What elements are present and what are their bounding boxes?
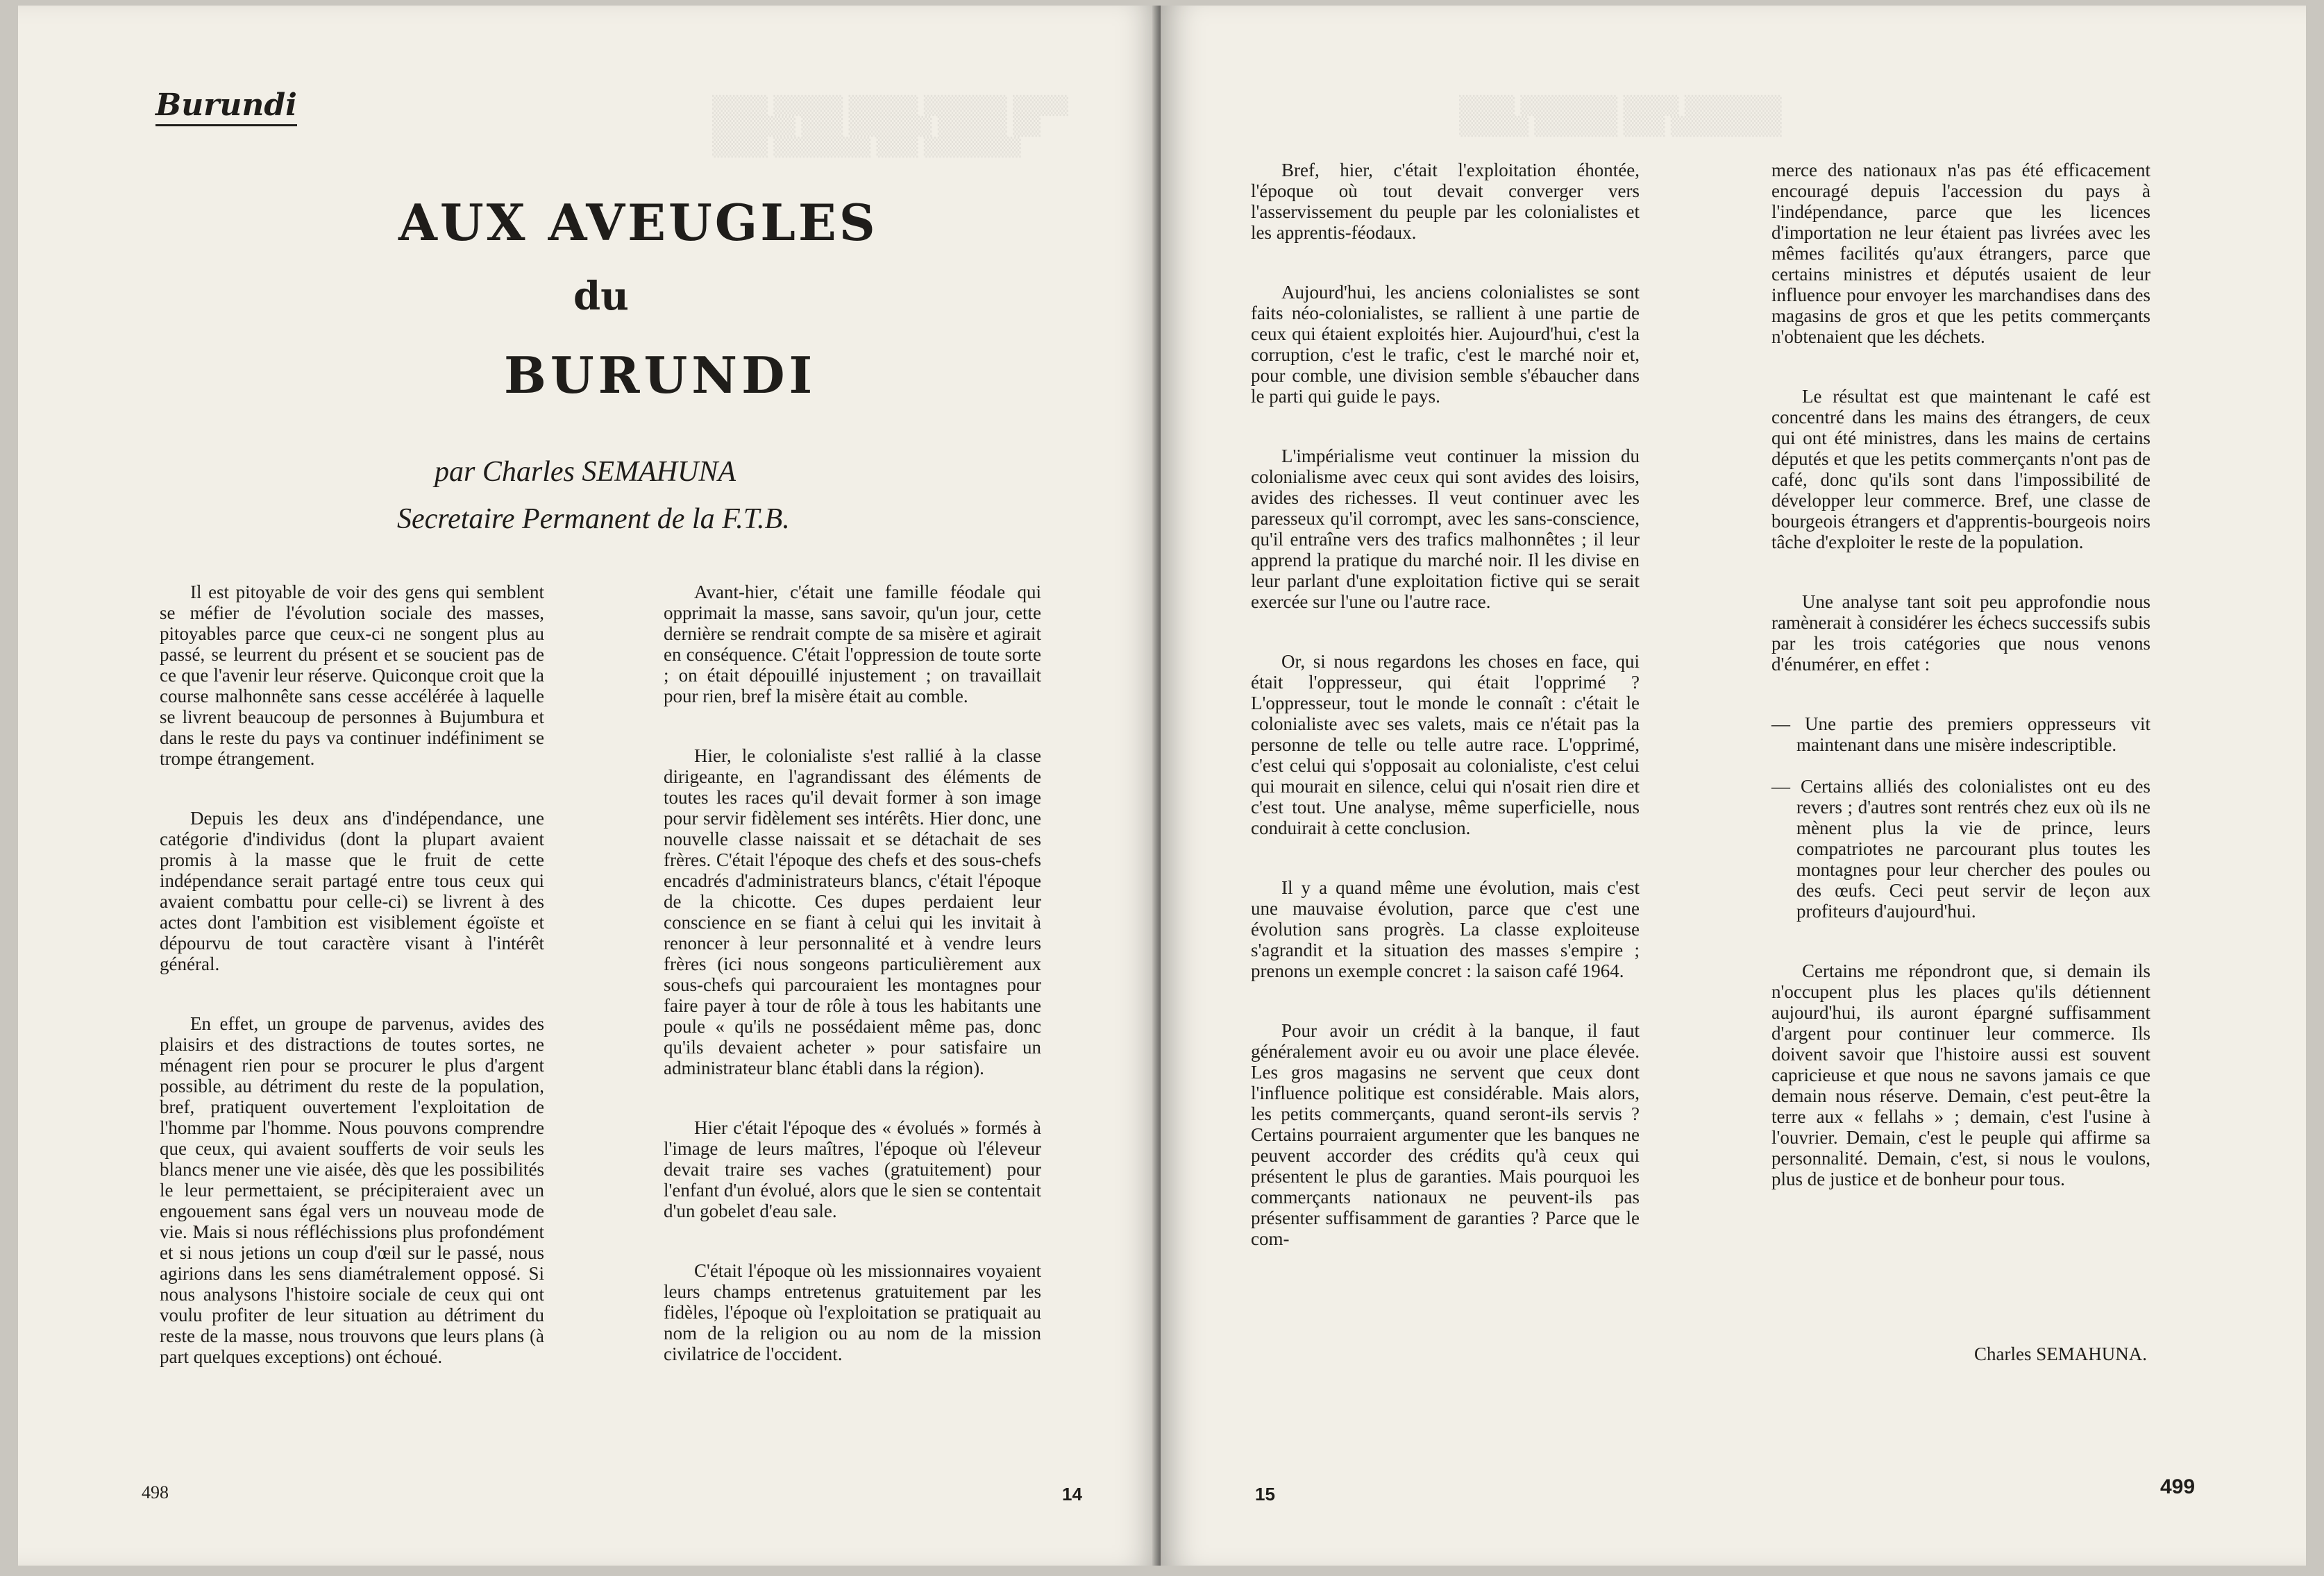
paragraph: En effet, un groupe de parvenus, avides des plaisirs et des distractions de toutes sortes, ne ménagent rien pour se procurer le plus d'argent possible, au détriment du reste de la population, bref, pratiquent ouvertement l'exploitation de l'homme par l'homme. Nous pouvons comprendre que ceux, qui avaient soufferts de voir seuls les blancs mener une vie aisée, dès que les possibilités le leur permettaient, se précipiteraient avec un engouement sans égal vers un nouveau mode de vie. Mais si nous réfléchissions plus profondément et si nous jetions un coup d'œil sur le passé, nous agirions dans les sens diamétralement opposé. Si nous analysons l'histoire sociale de ceux qui ont voulu profiter de leur situation au détriment du reste de la masse, nous trouvons que leurs plans (à part quelques exceptions) ont échoué. bbox=[160, 1013, 544, 1367]
paragraph: merce des nationaux n'as pas été efficacement encouragé depuis l'accession du pays à l'indépendance, parce que les licences d'importation ne leur étaient pas livrées avec les mêmes facilités qu'aux étrangers, parce que certains ministres et députés usaient de leur influence pour envoyer les marchandises dans des magasins de gros et que les petits commerçants n'obtenaient que les déchets. bbox=[1771, 160, 2150, 347]
page-number-498: 498 bbox=[142, 1482, 169, 1502]
list-item: — Une partie des premiers oppresseurs vit maintenant dans une misère indescriptible. bbox=[1771, 713, 2150, 755]
column-1 bbox=[160, 582, 544, 1406]
paragraph: Certains me répondront que, si demain ils n'occupent plus les places qu'ils détiennent aujourd'hui, ils auront épargné suffisamment d'argent pour continuer leur commerce. Ils doivent savoir que l'histoire aussi est souvent capricieuse et que nous ne savons jamais ce que demain nous réserve. Demain, c'est peut-être la terre aux « fellahs » ; demain, c'est l'usine à l'ouvrier. Demain, c'est le peuple qui affirme sa personnalité. Demain, c'est, si nous le voulons, plus de justice et de bonheur pour tous. bbox=[1771, 960, 2150, 1189]
column-4 bbox=[1771, 160, 2150, 1228]
paragraph: Avant-hier, c'était une famille féodale qui opprimait la masse, sans savoir, qu'un jour, cette dernière se rendrait compte de sa misère et agirait en conséquence. C'était l'oppression de toute sorte ; on était dépouillé injustement ; on travaillait pour rien, bref la misère était au comble. bbox=[664, 582, 1041, 706]
paragraph: Depuis les deux ans d'indépendance, une catégorie d'individus (dont la plupart avaient promis à la masse que le fruit de cette indépendance serait partagé entre tous ceux qui avaient combattu pour celle-ci) se livrent à des actes dont l'ambition est visiblement égoïste et dépourvu de tout caractère visant à l'intérêt général. bbox=[160, 808, 544, 974]
page-number-15: 15 bbox=[1255, 1484, 1275, 1505]
bleed-through-text: ▒▒▒▒ ▒▒▒▒▒▒▒ ▒▒▒▒ ▒▒▒▒▒▒▒ ▒▒▒▒▒ ▒▒▒▒▒▒ ▒▒▒ ▒▒▒▒▒▒▒▒ bbox=[1459, 96, 1782, 137]
paragraph: C'était l'époque où les missionnaires voyaient leurs champs entretenus gratuitement par les fidèles, l'époque où l'exploitation se pratiquait au nom de la religion ou au nom de la mission civilatrice de l'occident. bbox=[664, 1260, 1041, 1364]
column-2 bbox=[664, 582, 1041, 1403]
column-3 bbox=[1251, 160, 1640, 1288]
bleed-through-text: ▒▒▒▒ ▒▒▒▒▒ ▒▒▒▒▒ ▒▒▒▒▒▒ ▒▒▒▒ ▒▒▒▒▒▒ ▒▒▒ ▒▒▒▒▒▒ ▒▒▒▒▒ ▒▒ ▒▒▒▒ ▒▒▒▒▒▒▒ ▒▒▒ ▒▒▒▒▒▒▒ bbox=[712, 96, 1068, 158]
page-number-499: 499 bbox=[2160, 1475, 2196, 1498]
paragraph: Hier, le colonialiste s'est rallié à la classe dirigeante, en l'agrandissant des éléments de toutes les races qu'il devait former à son image pour servir fidèlement ses intérêts. Hier donc, une nouvelle classe naissait et se détachait de ses frères. C'était l'époque des chefs et des sous-chefs encadrés d'administrateurs blancs, c'était l'époque de la chicotte. Ces dupes perdaient leur conscience en se fiant à celui qui les invitait à renoncer à leur personnalité et à vendre leurs frères (ici nous songeons particulièrement aux sous-chefs qui parcouraient les montagnes pour faire payer à tour de rôle à tous les habitants une poule « qu'ils ne possédaient même pas, donc qu'ils devaient acheter » pour satisfaire un administrateur blanc établi dans la région). bbox=[664, 745, 1041, 1078]
article-title-line2: du bbox=[573, 273, 629, 319]
list-item: — Certains alliés des colonialistes ont eu des revers ; d'autres sont rentrés chez eux où ils ne mènent plus la vie de prince, leurs compatriotes ne parcourant plus toutes les montagnes pour leur chercher des poules ou des œufs. Ceci peut servir de leçon aux profiteurs d'aujourd'hui. bbox=[1771, 776, 2150, 922]
paragraph: Une analyse tant soit peu approfondie nous ramènerait à considérer les échecs successifs subis par les trois catégories que nous venons d'énumérer, en effet : bbox=[1771, 591, 2150, 675]
left-page bbox=[18, 6, 1161, 1566]
author-byline: par Charles SEMAHUNA bbox=[435, 456, 736, 488]
paragraph: Le résultat est que maintenant le café est concentré dans les mains des étrangers, de ceux qui ont été ministres, dans les mains de certains députés et que les petits commerçants n'ont pas de café, donc qu'ils sont dans l'impossibilité de développer leur commerce. Bref, une classe de bourgeois étrangers et d'apprentis-bourgeois noirs tâche d'exploiter le reste de la population. bbox=[1771, 386, 2150, 552]
article-title-line1: AUX AVEUGLES bbox=[398, 193, 878, 252]
paragraph: Il y a quand même une évolution, mais c'est une mauvaise évolution, parce que c'est une évolution sans progrès. La classe exploiteuse s'agrandit et la situation des masses s'empire ; prenons un exemple concret : la saison café 1964. bbox=[1251, 877, 1640, 981]
signature: Charles SEMAHUNA. bbox=[1974, 1344, 2147, 1364]
paragraph: L'impérialisme veut continuer la mission du colonialisme avec ceux qui sont avides des loisirs, avides des richesses. Il veut continuer avec les paresseux qu'il corrompt, avec les sans-conscience, qu'il entraîne vers des trafics malhonnêtes ; il leur apprend la pratique du marché noir. Il les divise en leur parlant d'une exploitation fictive qui se serait exercée sur l'une ou l'autre race. bbox=[1251, 446, 1640, 612]
paragraph: Hier c'était l'époque des « évolués » formés à l'image de leurs maîtres, l'époque où l'éleveur devait traire ses vaches (gratuitement) pour l'enfant d'un évolué, alors que le sien se contentait d'un gobelet d'eau sale. bbox=[664, 1117, 1041, 1221]
paragraph: Or, si nous regardons les choses en face, qui était l'oppresseur, qui était l'opprimé ? L'oppresseur, tout le monde le connaît : c'était le colonialiste avec ses valets, mais ce n'était pas la personne de telle ou telle autre race. L'opprimé, c'est celui qui s'opposait au colonialiste, c'est celui qui mourait en silence, celui qui n'osait rien dire et c'est tout. Une analyse, même superficielle, nous conduirait à cette conclusion. bbox=[1251, 651, 1640, 838]
author-role: Secretaire Permanent de la F.T.B. bbox=[397, 503, 790, 535]
list bbox=[1771, 713, 2150, 922]
article-title-line3: BURUNDI bbox=[504, 346, 817, 405]
paragraph: Bref, hier, c'était l'exploitation éhontée, l'époque où tout devait converger vers l'asservissement du peuple par les colonialistes et les apprentis-féodaux. bbox=[1251, 160, 1640, 243]
right-page bbox=[1161, 6, 2306, 1566]
page-number-14: 14 bbox=[1062, 1484, 1082, 1505]
paragraph: Il est pitoyable de voir des gens qui semblent se méfier de l'évolution sociale des masses, pitoyables parce que ceux-ci ne songent plus au passé, se leurrent du présent et se soucient pas de ce que l'avenir leur réserve. Quiconque croit que la course malhonnête sans cesse accélérée à laquelle se livrent beaucoup de personnes à Bujumbura et dans le reste du pays va continuer indéfiniment se trompe étrangement. bbox=[160, 582, 544, 769]
paragraph: Pour avoir un crédit à la banque, il faut généralement avoir eu ou avoir une place élevée. Les gros magasins ne servent que ceux dont l'influence politique est considérable. Mais alors, les petits commerçants, quand seront-ils servis ? Certains pourraient argumenter que les banques ne peuvent accorder des crédits qu'à ceux qui présentent le plus de garanties. Mais pourquoi les commerçants nationaux ne peuvent-ils pas présenter suffisamment de garanties ? Parce que le com- bbox=[1251, 1020, 1640, 1249]
paragraph: Aujourd'hui, les anciens colonialistes se sont faits néo-colonialistes, se rallient à une partie de ceux qui étaient exploités hier. Aujourd'hui, c'est la corruption, c'est le trafic, c'est le marché noir et, pour comble, une division semble s'ébaucher dans le parti qui guide le pays. bbox=[1251, 282, 1640, 407]
section-tag: Burundi bbox=[155, 87, 297, 126]
